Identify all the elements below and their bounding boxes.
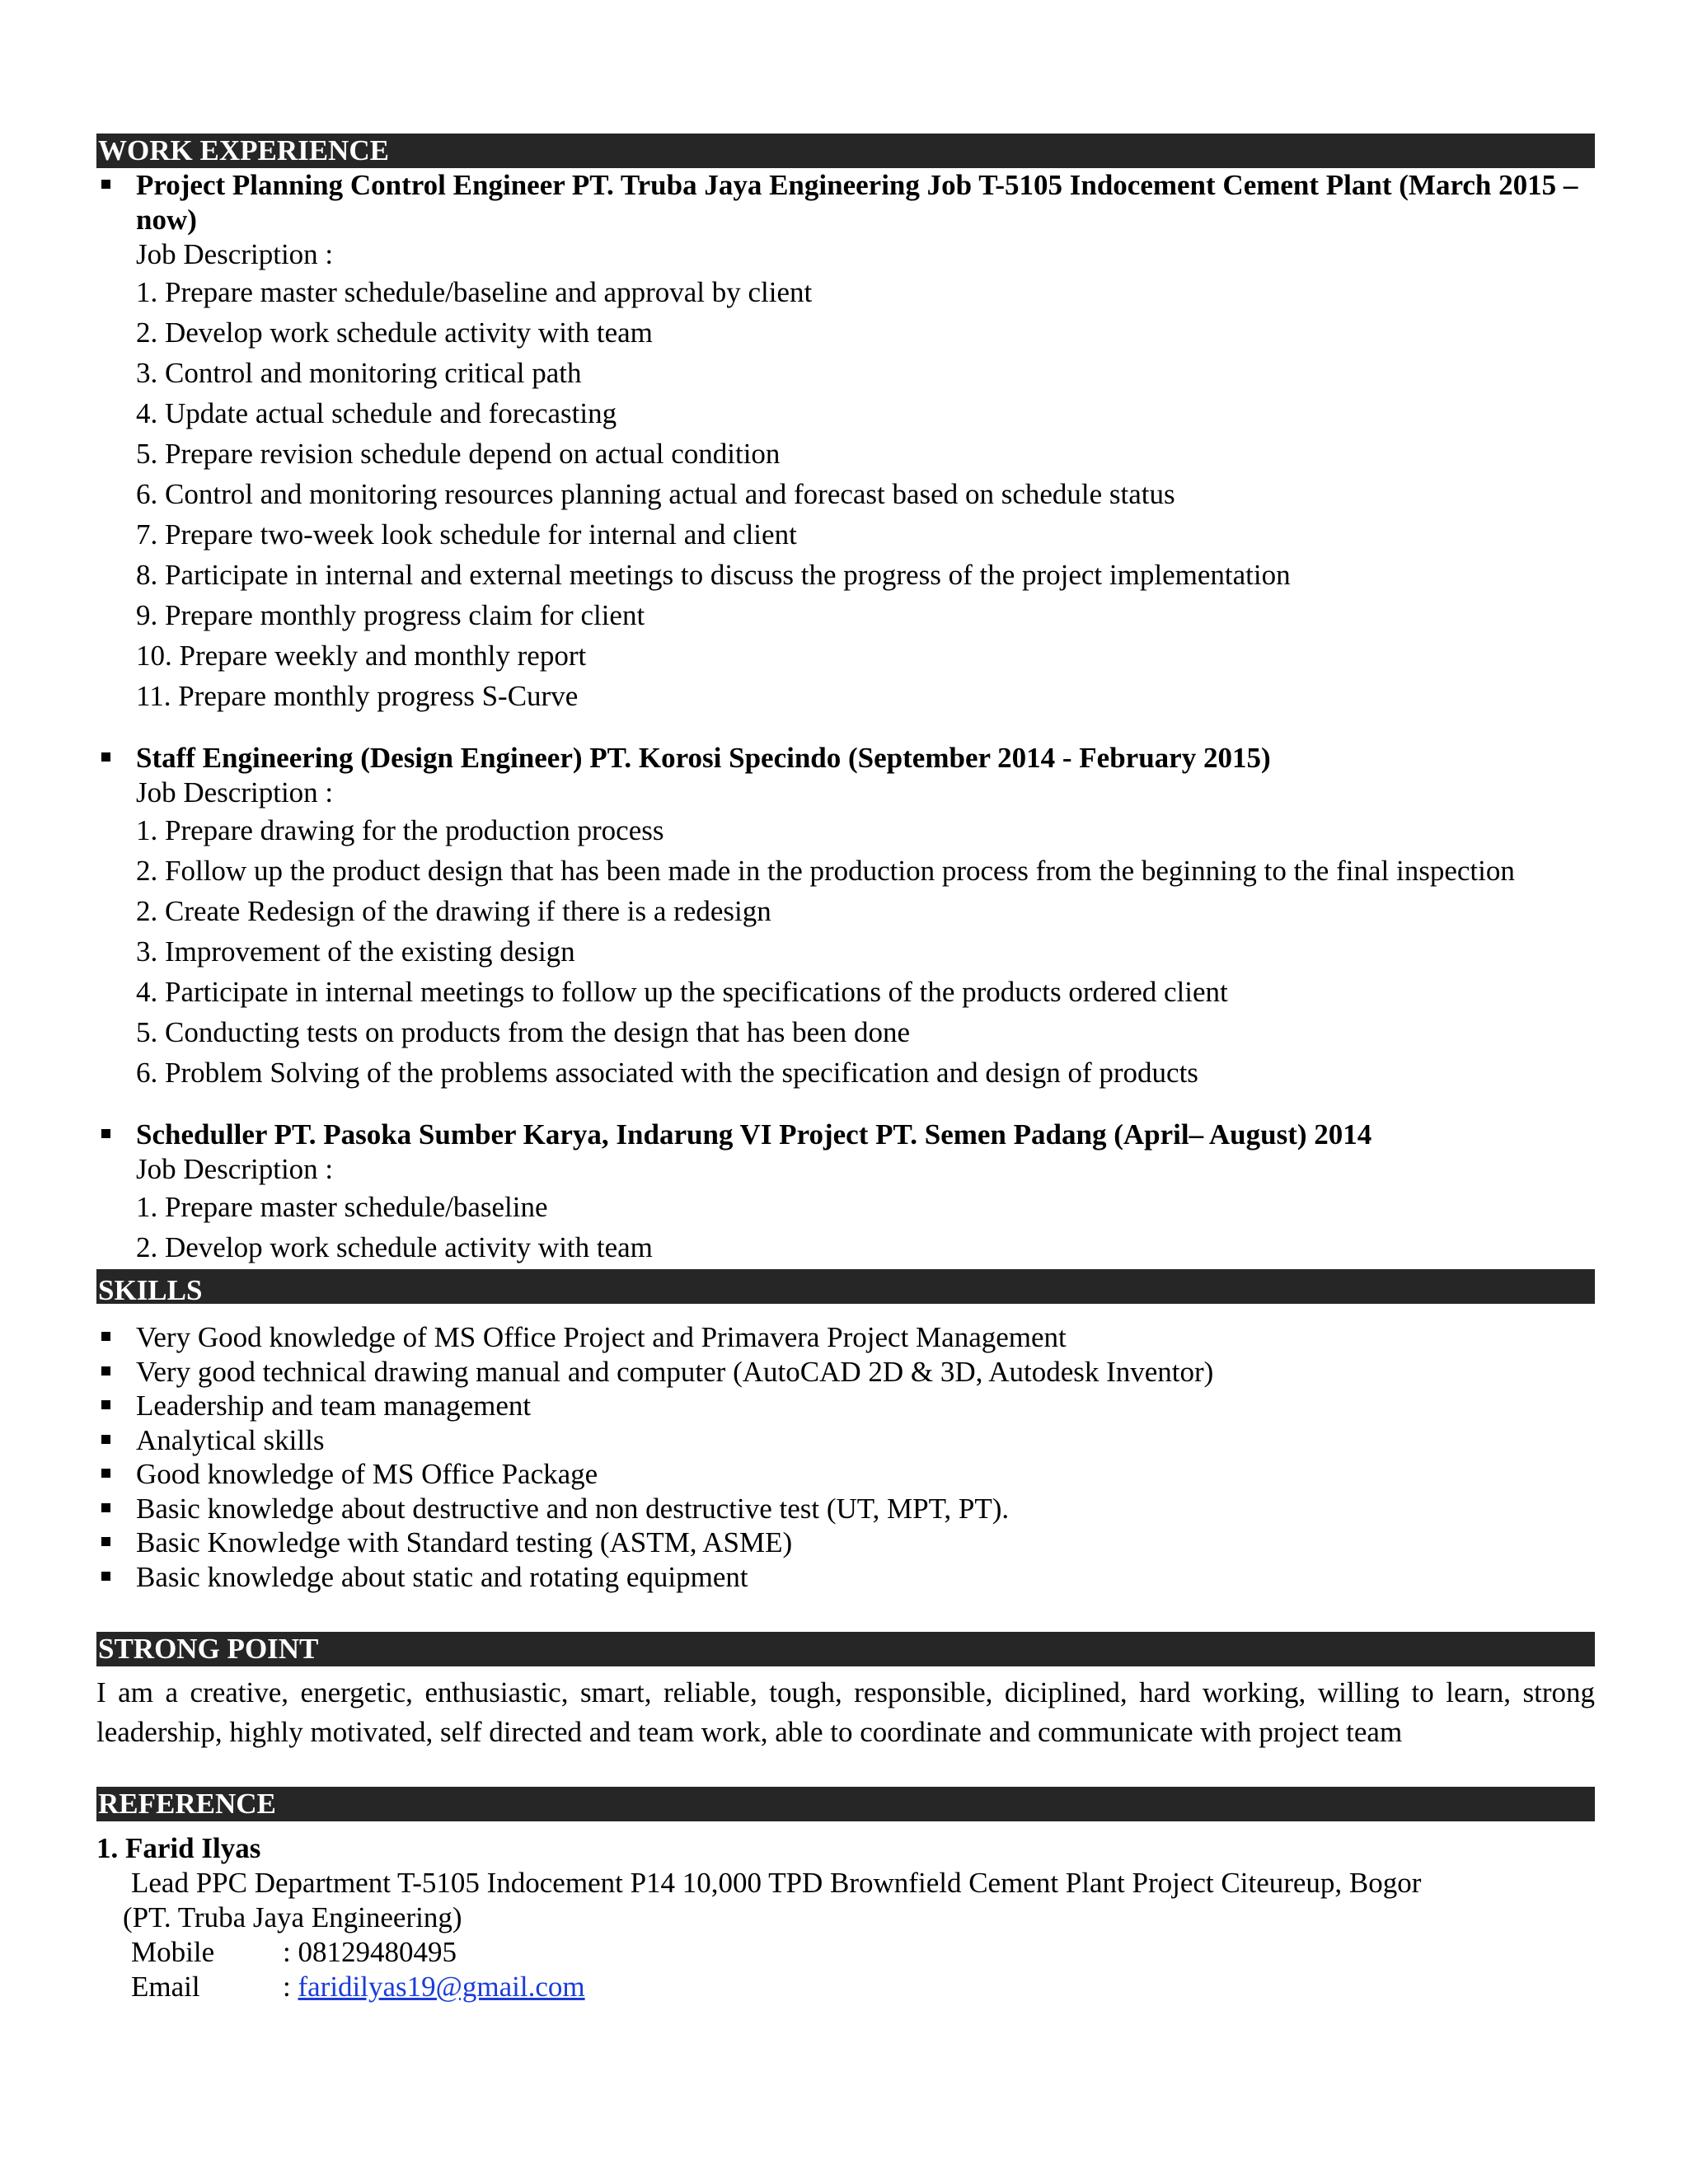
job-task: 7. Prepare two-week look schedule for internal and client [136, 518, 797, 551]
job-description-label: Job Description : [136, 1153, 334, 1185]
mobile-value: : 08129480495 [283, 1936, 457, 1968]
skill-item [96, 1355, 1595, 1390]
skills-list [96, 1320, 1595, 1594]
email-link[interactable]: faridilyas19@gmail.com [298, 1971, 585, 2003]
skill-text: Very good technical drawing manual and computer (AutoCAD 2D & 3D, Autodesk Inventor) [136, 1355, 1214, 1388]
reference-name: 1. Farid Ilyas [96, 1832, 261, 1864]
strong-point-header: STRONG POINT [96, 1632, 1595, 1666]
square-bullet-icon [101, 180, 110, 189]
square-bullet-icon [101, 1129, 110, 1138]
job-task: 10. Prepare weekly and monthly report [136, 640, 587, 672]
reference-position: Lead PPC Department T-5105 Indocement P14 10,000 TPD Brownfield Cement Plant Project Citeureup, Bogor [131, 1867, 1422, 1899]
square-bullet-icon [101, 1572, 110, 1581]
reference-mobile-row [96, 1935, 1595, 1970]
email-label: Email [131, 1971, 200, 2003]
job-task: 6. Problem Solving of the problems associated with the specification and design of products [136, 1057, 1198, 1089]
reference-header: REFERENCE [96, 1787, 1595, 1821]
skill-item [96, 1389, 1595, 1423]
job-task: 8. Participate in internal and external meetings to discuss the progress of the project implementation [136, 559, 1291, 591]
skill-text: Basic knowledge about destructive and non destructive test (UT, MPT, PT). [136, 1492, 1010, 1525]
job-task: 4. Participate in internal meetings to follow up the specifications of the products ordered client [136, 976, 1228, 1008]
work-experience-header: WORK EXPERIENCE [96, 134, 1595, 168]
square-bullet-icon [101, 1366, 110, 1376]
job-title: Staff Engineering (Design Engineer) PT. Korosi Specindo (September 2014 - February 2015) [136, 742, 1271, 774]
job-task: 3. Control and monitoring critical path [136, 357, 582, 389]
skill-text: Basic knowledge about static and rotating equipment [136, 1560, 748, 1593]
square-bullet-icon [101, 1332, 110, 1341]
skill-item [96, 1457, 1595, 1492]
skill-text: Good knowledge of MS Office Package [136, 1458, 598, 1490]
job-description-label: Job Description : [136, 238, 334, 270]
email-separator: : [283, 1971, 298, 2003]
square-bullet-icon [101, 752, 110, 762]
skill-text: Basic Knowledge with Standard testing (ASTM, ASME) [136, 1526, 793, 1558]
job-task: 5. Conducting tests on products from the design that has been done [136, 1016, 911, 1048]
job-task: 1. Prepare master schedule/baseline and approval by client [136, 276, 813, 308]
job-task: 11. Prepare monthly progress S-Curve [136, 680, 579, 712]
job-entry-1 [96, 168, 1595, 716]
skill-item [96, 1492, 1595, 1526]
job-task: 1. Prepare drawing for the production process [136, 814, 664, 846]
resume-page [96, 134, 1595, 2004]
skill-text: Very Good knowledge of MS Office Project and Primavera Project Management [136, 1321, 1067, 1353]
job-task: 5. Prepare revision schedule depend on actual condition [136, 438, 781, 470]
job-task: 6. Control and monitoring resources planning actual and forecast based on schedule status [136, 478, 1175, 510]
job-task: 4. Update actual schedule and forecasting [136, 397, 617, 429]
job-task: 2. Follow up the product design that has been made in the production process from the beginning to the final inspection [136, 855, 1515, 887]
skill-item [96, 1320, 1595, 1355]
skill-item [96, 1526, 1595, 1560]
square-bullet-icon [101, 1537, 110, 1546]
square-bullet-icon [101, 1503, 110, 1512]
square-bullet-icon [101, 1435, 110, 1444]
job-title: Scheduller PT. Pasoka Sumber Karya, Indarung VI Project PT. Semen Padang (April– August) 2014 [136, 1118, 1372, 1151]
reference-email-row [96, 1970, 1595, 2004]
job-task: 2. Develop work schedule activity with team [136, 1231, 653, 1263]
job-description-label: Job Description : [136, 776, 334, 808]
job-title: Project Planning Control Engineer PT. Truba Jaya Engineering Job T-5105 Indocement Cement Plant (March 2015 – now) [136, 169, 1578, 236]
mobile-label: Mobile [131, 1936, 215, 1968]
square-bullet-icon [101, 1469, 110, 1478]
job-task: 1. Prepare master schedule/baseline [136, 1191, 548, 1223]
strong-point-text: I am a creative, energetic, enthusiastic, smart, reliable, tough, responsible, diciplined, hard working, willing to learn, strong leadership, highly motivated, self directed and team work, able to coordinate and communicate with project team [96, 1676, 1595, 1748]
job-entry-2 [96, 741, 1595, 1093]
job-task: 2. Create Redesign of the drawing if there is a redesign [136, 895, 771, 927]
job-task: 9. Prepare monthly progress claim for client [136, 599, 645, 631]
square-bullet-icon [101, 1400, 110, 1409]
skill-item [96, 1423, 1595, 1458]
skill-text: Leadership and team management [136, 1390, 532, 1422]
job-entry-3 [96, 1118, 1595, 1268]
job-task: 3. Improvement of the existing design [136, 935, 575, 968]
reference-company: (PT. Truba Jaya Engineering) [123, 1901, 462, 1933]
job-task: 2. Develop work schedule activity with team [136, 316, 653, 349]
skills-header: SKILLS [96, 1269, 1595, 1304]
skill-text: Analytical skills [136, 1423, 325, 1456]
skill-item [96, 1560, 1595, 1595]
